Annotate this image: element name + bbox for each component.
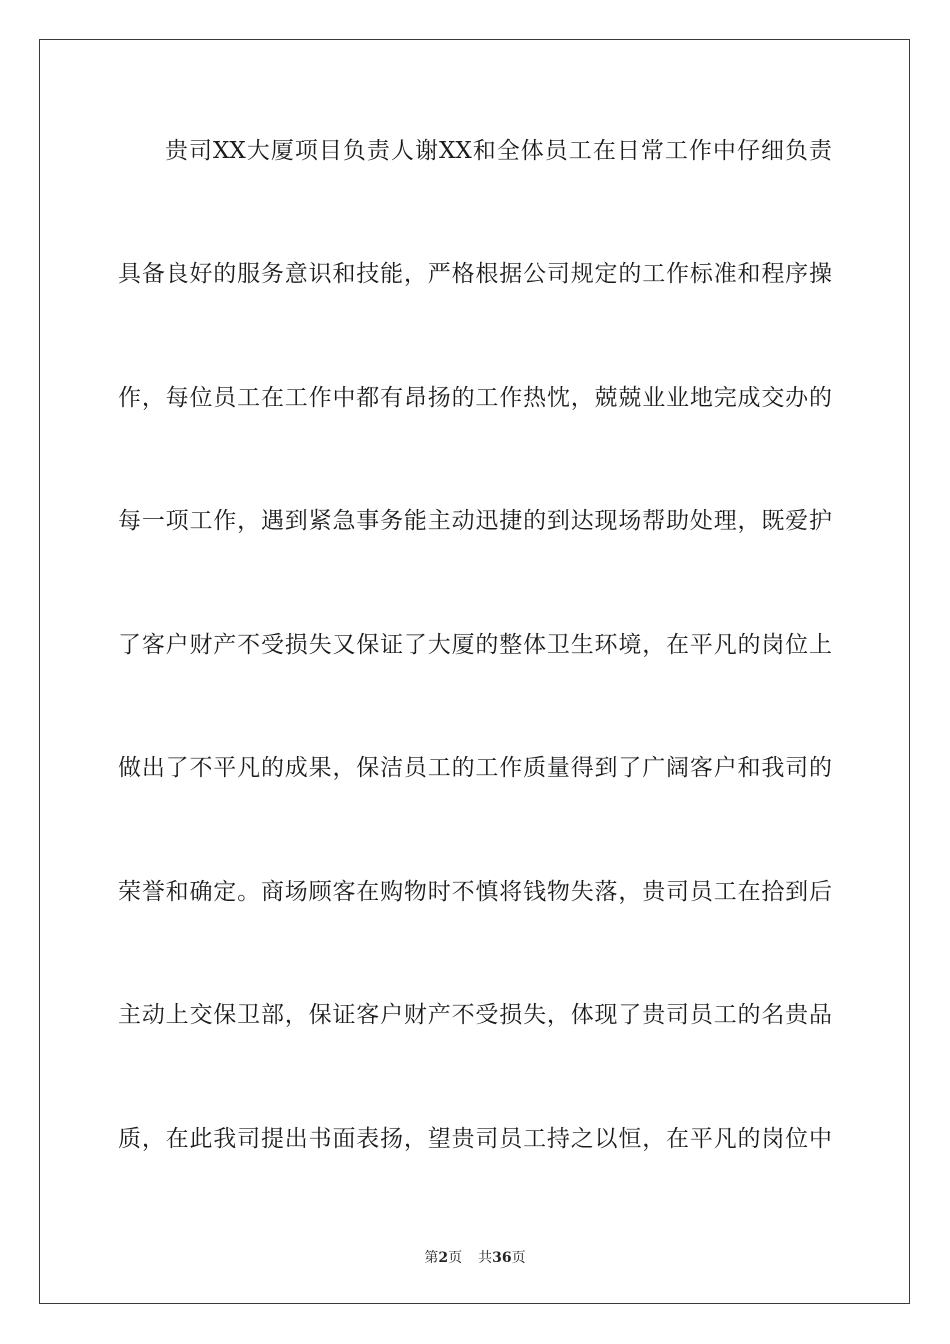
paragraph-line-6: 做出了不平凡的成果，保洁员工的工作质量得到了广阔客户和我司的 <box>118 755 832 781</box>
paragraph-line-7: 荣誉和确定。商场顾客在购物时不慎将钱物失落，贵司员工在拾到后 <box>118 879 832 905</box>
page-footer <box>0 1247 950 1267</box>
total-suffix: 页 <box>511 1250 526 1266</box>
page-number: 2 <box>438 1250 449 1266</box>
page-suffix: 页 <box>448 1250 463 1266</box>
page-prefix: 第 <box>424 1250 439 1266</box>
paragraph-line-5: 了客户财产不受损失又保证了大厦的整体卫生环境，在平凡的岗位上 <box>118 632 832 658</box>
paragraph-line-3: 作，每位员工在工作中都有昂扬的工作热忱，兢兢业业地完成交办的 <box>118 385 832 411</box>
page-border <box>39 39 910 1304</box>
paragraph-line-1: 贵司XX大厦项目负责人谢XX和全体员工在日常工作中仔细负责 <box>165 138 832 164</box>
total-pages: 36 <box>492 1250 512 1266</box>
paragraph-line-8: 主动上交保卫部，保证客户财产不受损失，体现了贵司员工的名贵品 <box>118 1002 832 1028</box>
paragraph-line-9: 质，在此我司提出书面表扬，望贵司员工持之以恒，在平凡的岗位中 <box>118 1126 832 1152</box>
paragraph-line-2: 具备良好的服务意识和技能，严格根据公司规定的工作标准和程序操 <box>118 261 832 287</box>
paragraph-line-4: 每一项工作，遇到紧急事务能主动迅捷的到达现场帮助处理，既爱护 <box>118 508 832 534</box>
total-prefix: 共 <box>478 1250 493 1266</box>
